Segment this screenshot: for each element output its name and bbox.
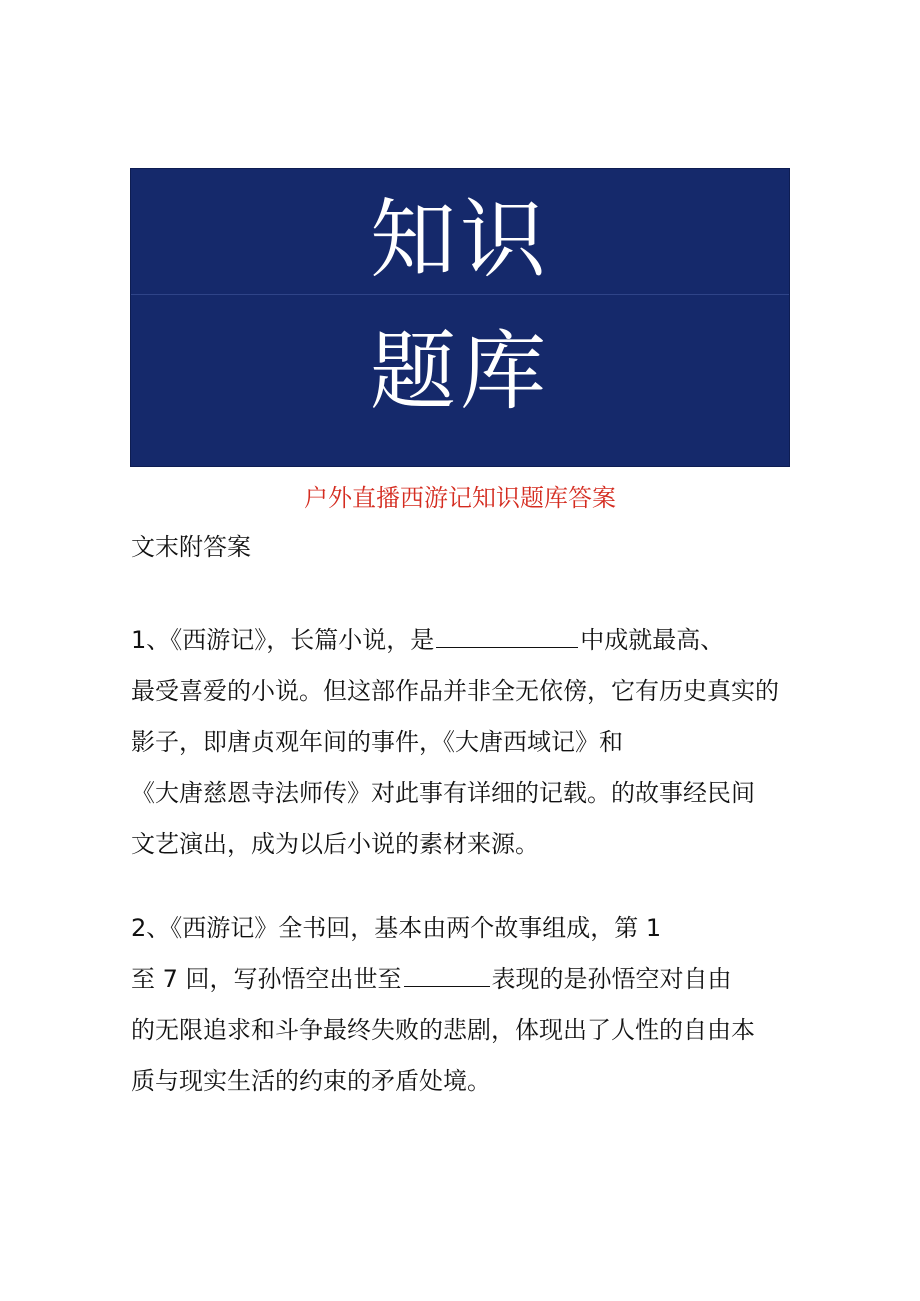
document-title: 户外直播西游记知识题库答案 bbox=[304, 484, 616, 512]
question-1-line-2: 最受喜爱的小说。但这部作品并非全无依傍，它有历史真实的 bbox=[131, 677, 779, 705]
question-1-text-before-blank: 1、《西游记》，长篇小说，是 bbox=[131, 626, 435, 654]
question-1-line-1 bbox=[131, 615, 791, 666]
question-2-text-before-blank: 至 7 回，写孙悟空出世至 bbox=[131, 965, 402, 993]
banner-title-line-2: 题库 bbox=[370, 322, 550, 422]
question-2-line-2 bbox=[131, 954, 791, 1005]
cover-banner bbox=[130, 168, 790, 467]
question-1-text-after-blank: 中成就最高、 bbox=[580, 626, 725, 654]
fill-in-blank bbox=[436, 621, 578, 648]
banner-divider bbox=[131, 294, 789, 295]
question-2-line-4: 质与现实生活的约束的矛盾处境。 bbox=[131, 1067, 491, 1095]
question-1 bbox=[131, 615, 791, 870]
question-2 bbox=[131, 903, 791, 1107]
banner-title-line-1: 知识 bbox=[370, 190, 550, 290]
question-2-text-after-blank: 表现的是孙悟空对自由 bbox=[491, 965, 732, 993]
question-2-line-3: 的无限追求和斗争最终失败的悲剧，体现出了人性的自由本 bbox=[131, 1016, 755, 1044]
question-1-line-5: 文艺演出，成为以后小说的素材来源。 bbox=[131, 830, 539, 858]
question-1-line-3: 影子，即唐贞观年间的事件，《大唐西域记》和 bbox=[131, 728, 623, 756]
question-2-line-1: 2、《西游记》全书回，基本由两个故事组成，第 1 bbox=[131, 914, 662, 942]
fill-in-blank bbox=[404, 960, 490, 987]
answer-note: 文末附答案 bbox=[131, 533, 251, 561]
question-1-line-4: 《大唐慈恩寺法师传》对此事有详细的记载。的故事经民间 bbox=[131, 779, 755, 807]
